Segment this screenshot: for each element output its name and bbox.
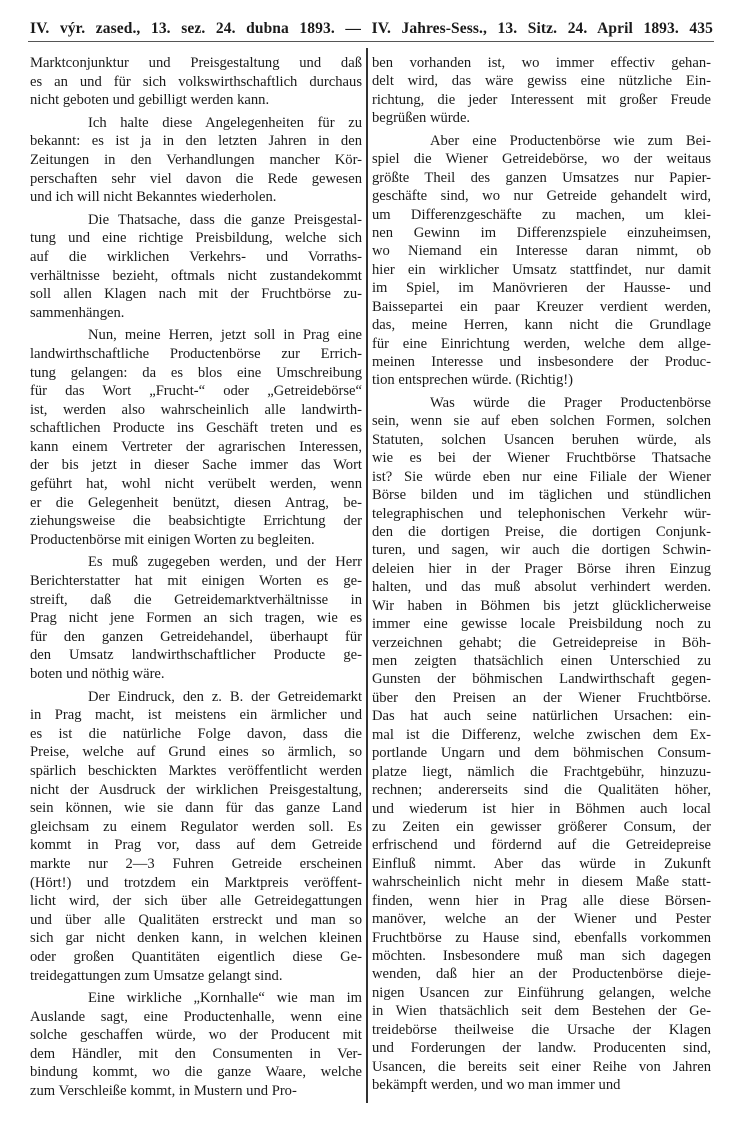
text-line: sein, wenn sie auf eben solchen Formen, solchen	[372, 413, 711, 430]
text-line: es an und für sich volkswirthschaftlich durchaus	[30, 73, 362, 90]
left-column	[30, 54, 362, 1101]
text-line: den die dortigen Preise, die dortigen Conjunk-	[372, 523, 711, 540]
text-line: rechnen; andererseits sind die Qualitäten höher,	[372, 782, 711, 799]
text-line: Gunsten der böhmischen Landwirthschaft gegen-	[372, 671, 711, 688]
text-line: Preise, welche auf Grund eines so ärmlich, so	[30, 744, 362, 761]
text-line: Die Thatsache, dass die ganze Preisgestal-	[88, 211, 362, 228]
text-line: Productenbörse mit einigen Worten zu begleiten.	[30, 531, 315, 548]
text-line: wahrscheinlich nicht mehr in diesem Maße statt-	[372, 874, 711, 891]
text-line: perschaften sehr viel davon die Rede gewesen	[30, 170, 362, 187]
text-line: finden, wenn hier in Prag alle diese Börsen-	[372, 892, 711, 909]
text-line: Zeitungen in den Verhandlungen mancher Kör-	[30, 151, 362, 168]
text-line: und wiederum ist hier in Böhmen auch local	[372, 800, 711, 817]
text-line: wenden, daß hier an der Productenbörse dieje-	[372, 966, 711, 983]
text-line: Marktconjunktur und Preisgestaltung und daß	[30, 55, 362, 71]
text-line: geschäfte sind, wo nur Getreide gehandelt wird,	[372, 188, 711, 205]
text-line: schaftlichen Producte ins Geschäft treten und es	[30, 420, 362, 437]
text-line: spiel die Wiener Getreidebörse, wo der weitaus	[372, 151, 711, 168]
text-line: manöver, welche an der Wiener und Pester	[372, 911, 711, 928]
paragraph	[30, 326, 362, 549]
text-line: bekämpft werden, und wo man immer und	[372, 1077, 621, 1094]
text-line: im Spiel, im Manövrieren der Hausse- und	[372, 280, 711, 297]
text-line: begrüßen würde.	[372, 110, 471, 127]
text-line: wo Niemand ein Interesse daran nimmt, ob	[372, 243, 711, 260]
text-line: Es muß zugegeben werden, und der Herr	[88, 554, 362, 571]
text-line: für eine Einrichtung werden, welche dem allge-	[372, 335, 711, 352]
text-line: zum Verschleiße kommt, in Mustern und Pro-	[30, 1083, 297, 1100]
text-line: ziehungsweise die beabsichtigte Errichtung der	[30, 513, 362, 530]
text-line: spärlich beschickten Marktes veröffentlicht werden	[30, 762, 362, 779]
text-line: tion entsprechen würde. (Richtig!)	[372, 372, 574, 389]
text-line: dem Händler, mit den Consumenten in Ver-	[30, 1045, 362, 1062]
text-line: soll allen Klagen nach mit der Fruchtbörse zu-	[30, 286, 362, 303]
text-line: halten, und das muß absolut verhindert werden.	[372, 579, 711, 596]
header-rule	[28, 41, 714, 42]
text-line: solche geschaffen würde, wo der Producent mit	[30, 1027, 362, 1044]
text-line: men zeigten thatsächlich einen Unterschied zu	[372, 653, 711, 669]
text-line: ben vorhanden ist, wo immer effectiv gehan-	[372, 55, 711, 71]
text-line: ist? Sie würde eben nur eine Filiale der Wiener	[372, 468, 711, 485]
text-line: Auslande sagt, eine Productenhalle, wenn eine	[30, 1008, 362, 1025]
paragraph	[372, 394, 711, 1095]
paragraph	[30, 553, 362, 683]
text-line: nen Gewinn im Differenzspiele einzuheimsen,	[372, 224, 711, 241]
text-line: sammenhängen.	[30, 304, 125, 321]
text-line: er die Gelegenheit benützt, diesen Antrag, be-	[30, 494, 362, 511]
text-line: gleichsam zu einem Regulator werden soll. Es	[30, 818, 362, 835]
text-line: Baissepartei ein paar Kreuzer verdient werden,	[372, 298, 711, 315]
text-line: kommt in Prag vor, dass auf dem Getreide	[30, 837, 362, 854]
text-line: wie es bei der Wiener Fruchtbörse Thatsache	[372, 450, 711, 467]
text-line: verzeichnen gehabt; die Getreidepreise in Böh-	[372, 634, 711, 651]
text-line: sich gar nicht denken kann, in welchen kleinen	[30, 930, 362, 947]
text-line: nicht geboten und gebilligt werden kann.	[30, 92, 270, 109]
text-line: und über alle Qualitäten erstreckt und man so	[30, 911, 362, 928]
text-line: um Differenzgeschäfte zu machen, um klei-	[372, 206, 711, 223]
text-line: ist, werden also wahrscheinlich alle landwirth-	[30, 401, 362, 418]
text-line: meinen Interesse und insbesondere der Produc-	[372, 354, 711, 370]
paragraph	[30, 54, 362, 110]
text-line: Der Eindruck, den z. B. der Getreidemarkt	[88, 688, 362, 705]
text-line: Was würde die Prager Productenbörse	[430, 394, 711, 411]
text-line: tung gelangen: da es blos eine Umschreibung	[30, 364, 362, 381]
text-line: tung und eine richtige Preisbildung, welche sich	[30, 230, 362, 247]
page-header: IV. výr. zased., 13. sez. 24. dubna 1893. — IV. Jahres-Sess., 13. Sitz. 24. April 1893. 435	[30, 20, 713, 37]
text-line: Prag nicht jene Formen an sich tragen, wie es	[30, 610, 362, 627]
text-line: größte Theil des ganzen Umsatzes nur Papier-	[372, 169, 711, 186]
text-line: deleien hier in der Prager Börse ihren Einzug	[372, 560, 711, 577]
text-line: Berichterstatter hat mit einigen Worten es ge-	[30, 573, 362, 590]
text-line: erfrischend und fördernd auf die Getreidepreise	[372, 837, 711, 854]
text-line: in Prag macht, ist meistens ein ärmlicher und	[30, 707, 362, 724]
text-line: Usancen, die bereits seit einer Reihe von Jahren	[372, 1058, 711, 1075]
text-line: turen, und sagen, wir auch die dortigen Schwin-	[372, 542, 711, 559]
right-column	[372, 54, 711, 1095]
paragraph	[372, 132, 711, 390]
text-line: Fruchtbörse zu Hause sind, ebenfalls vorkommen	[372, 929, 711, 946]
column-divider	[366, 48, 368, 1103]
text-line: Eine wirkliche „Kornhalle“ wie man im	[88, 990, 362, 1007]
text-line: portlande Ungarn und dem böhmischen Consum-	[372, 745, 711, 762]
text-line: mal ist die Differenz, welche zwischen dem Ex-	[372, 726, 711, 743]
text-line: in Wien thatsächlich seit dem Bestehen der Ge-	[372, 1003, 711, 1020]
text-line: für den ganzen Getreidehandel, überhaupt für	[30, 628, 362, 645]
text-line: Das hat auch seine natürlichen Ursachen: ein-	[372, 708, 711, 725]
text-line: und Forderungen der landw. Producenten sind,	[372, 1040, 711, 1057]
text-line: markte nur 2—3 Fuhren Getreide erscheinen	[30, 855, 362, 872]
text-line: verhältnisse bezieht, oftmals nicht zustandekommt	[30, 267, 362, 284]
text-line: delt wird, das wäre gewiss eine nützliche Ein-	[372, 73, 711, 90]
text-line: sein können, wie sie dann für das ganze Land	[30, 800, 362, 817]
text-line: bindung kommt, wo die ganze Waare, welche	[30, 1064, 362, 1081]
text-line: treidegattungen zum Umsatze gelangt sind.	[30, 967, 283, 984]
text-line: zu Zeiten ein gewisser größerer Consum, der	[372, 818, 711, 835]
text-line: kann einem Vertreter der agrarischen Interessen,	[30, 438, 362, 455]
text-line: Ich halte diese Angelegenheiten für zu	[88, 114, 362, 131]
text-line: über den Preisen an der Wiener Fruchtbörse.	[372, 689, 711, 706]
paragraph	[30, 688, 362, 986]
text-line: auf die wirklichen Verkehrs- und Vorraths-	[30, 248, 362, 265]
text-line: landwirthschaftliche Productenbörse zur Errich-	[30, 345, 362, 362]
text-line: das, meine Herren, kann nicht die Grundlage	[372, 317, 711, 334]
text-line: telegraphischen und telephonischen Verkehr wür-	[372, 505, 711, 522]
text-line: streift, daß die Getreidemarktverhältnisse in	[30, 591, 362, 608]
paragraph	[30, 211, 362, 323]
text-line: hier ein wirklicher Umsatz stattfindet, nur damit	[372, 261, 711, 278]
text-line: licht wird, der sich über alle Getreidegattungen	[30, 893, 362, 910]
text-line: Wir haben in Böhmen bis jetzt glücklicherweise	[372, 597, 711, 614]
text-line: Aber eine Productenbörse wie zum Bei-	[430, 132, 711, 149]
text-line: nigen Usancen zur Einführung gelangen, welche	[372, 984, 711, 1001]
text-line: geführt hat, wohl nicht verübelt werden, wenn	[30, 476, 362, 493]
text-line: und ich will nicht Bekanntes wiederholen.	[30, 189, 277, 206]
text-line: Statuten, solchen Usancen beruhen würde, als	[372, 431, 711, 448]
text-line: nicht der Ausdruck der wirklichen Preisgestaltung,	[30, 781, 362, 798]
paragraph	[372, 54, 711, 128]
paragraph	[30, 989, 362, 1101]
text-line: oder großen Quantitäten eigentlich diese Ge-	[30, 948, 362, 965]
text-line: treidebörse theilweise die Ursache der Klagen	[372, 1021, 711, 1038]
paragraph	[30, 114, 362, 207]
text-line: bekannt: es ist ja in den letzten Jahren in den	[30, 133, 362, 150]
text-line: den Umsatz landwirthschaftlicher Producte ge-	[30, 647, 362, 664]
text-line: der bis jetzt in dieser Sache immer das Wort	[30, 457, 362, 474]
text-line: Nun, meine Herren, jetzt soll in Prag eine	[88, 327, 362, 344]
text-line: Börse bilden und im täglichen und stündlichen	[372, 487, 711, 504]
text-line: immer eine gewisse locale Preisbildung noch zu	[372, 616, 711, 633]
text-line: platze liegt, nämlich die Frachtgebühr, hinzuzu-	[372, 763, 711, 780]
text-line: für das Wort „Frucht-“ oder „Getreidebörse“	[30, 383, 362, 400]
text-line: (Hört!) und trotzdem ein Marktpreis veröffent-	[30, 874, 362, 891]
text-line: richtung, die jeder Interessent mit großer Freude	[372, 91, 711, 108]
text-line: es ist die natürliche Folge davon, dass die	[30, 725, 362, 742]
text-line: boten und nöthig wäre.	[30, 666, 165, 682]
text-line: Einfluß nimmt. Aber das würde in Zukunft	[372, 855, 711, 872]
text-line: möchten. Insbesondere muß man sich dagegen	[372, 948, 711, 964]
